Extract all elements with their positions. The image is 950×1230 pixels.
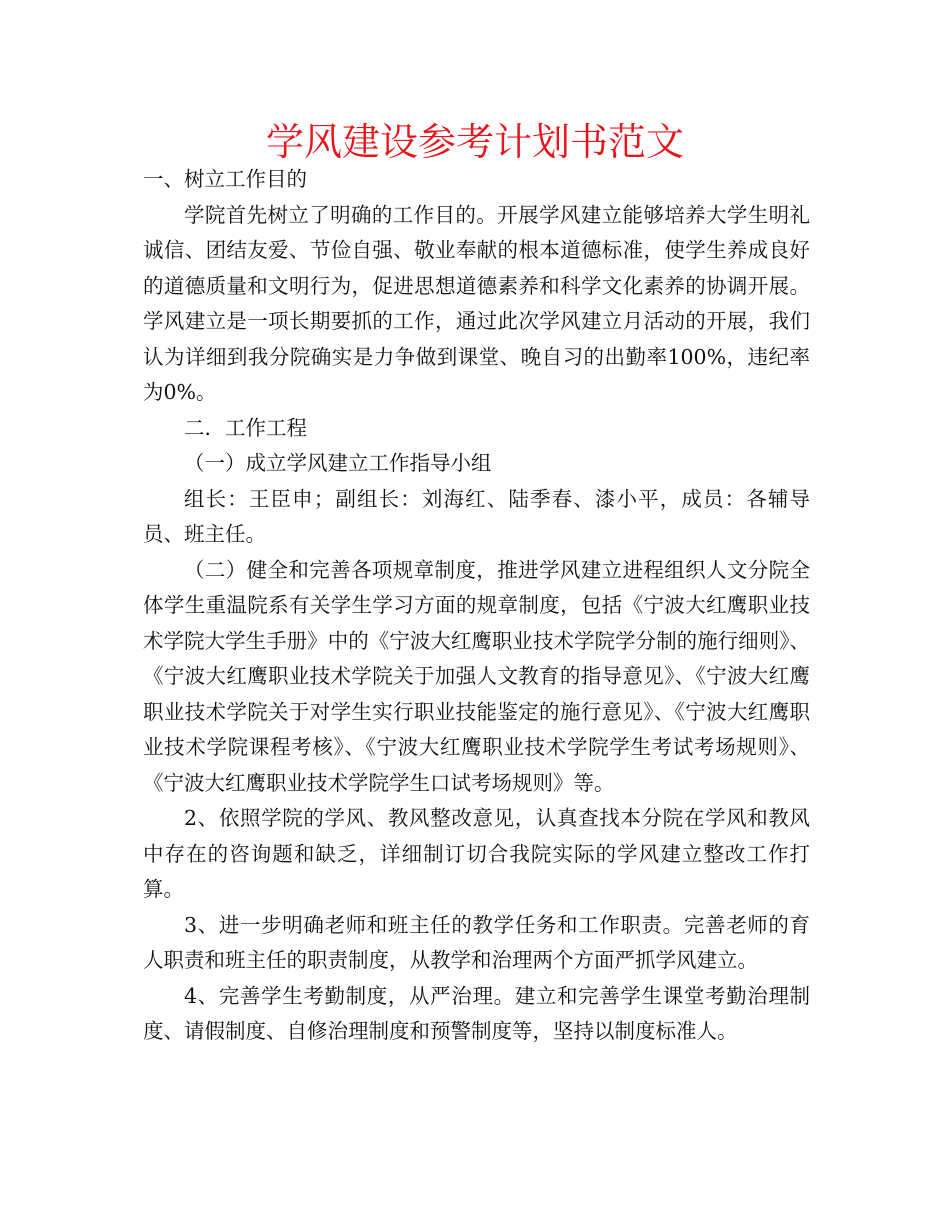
section-heading-2: 二．工作工程 (184, 415, 307, 440)
document-body (143, 162, 810, 1050)
paragraph-item-2: 2、依照学院的学风、教风整改意见，认真查找本分院在学风和教风中存在的咨询题和缺乏，详细制订切合我院实际的学风建立整改工作打算。 (143, 806, 810, 901)
document-title: 学风建设参考计划书范文 (265, 120, 684, 164)
subsection-heading-1: （一）成立学风建立工作指导小组 (184, 451, 492, 475)
section-heading-1: 一、树立工作目的 (143, 167, 307, 191)
paragraph-regulations: （二）健全和完善各项规章制度，推进学风建立进程组织人文分院全体学生重温院系有关学生学习方面的规章制度，包括《宁波大红鹰职业技术学院大学生手册》中的《宁波大红鹰职业技术学院学分制的施行细则》、《宁波大红鹰职业技术学院关于加强人文教育的指导意见》、《宁波大红鹰职业技术学院关于对学生实行职业技能鉴定的施行意见》、《宁波大红鹰职业技术学院课程考核》、《宁波大红鹰职业技术学院学生考试考场规则》、《宁波大红鹰职业技术学院学生口试考场规则》等。 (143, 557, 810, 795)
paragraph-group-members: 组长：王臣申；副组长：刘海红、陆季春、漆小平，成员：各辅导员、班主任。 (143, 486, 810, 546)
paragraph-item-4: 4、完善学生考勤制度，从严治理。建立和完善学生课堂考勤治理制度、请假制度、自修治理制度和预警制度等，坚持以制度标准人。 (143, 983, 810, 1043)
paragraph-goal: 学院首先树立了明确的工作目的。开展学风建立能够培养大学生明礼诚信、团结友爱、节俭自强、敬业奉献的根本道德标准，使学生养成良好的道德质量和文明行为，促进思想道德素养和科学文化素养的协调开展。学风建立是一项长期要抓的工作，通过此次学风建立月活动的开展，我们认为详细到我分院确实是力争做到课堂、晚自习的出勤率100%，违纪率为0%。 (143, 202, 810, 404)
paragraph-item-3: 3、进一步明确老师和班主任的教学任务和工作职责。完善老师的育人职责和班主任的职责制度，从教学和治理两个方面严抓学风建立。 (143, 912, 810, 972)
